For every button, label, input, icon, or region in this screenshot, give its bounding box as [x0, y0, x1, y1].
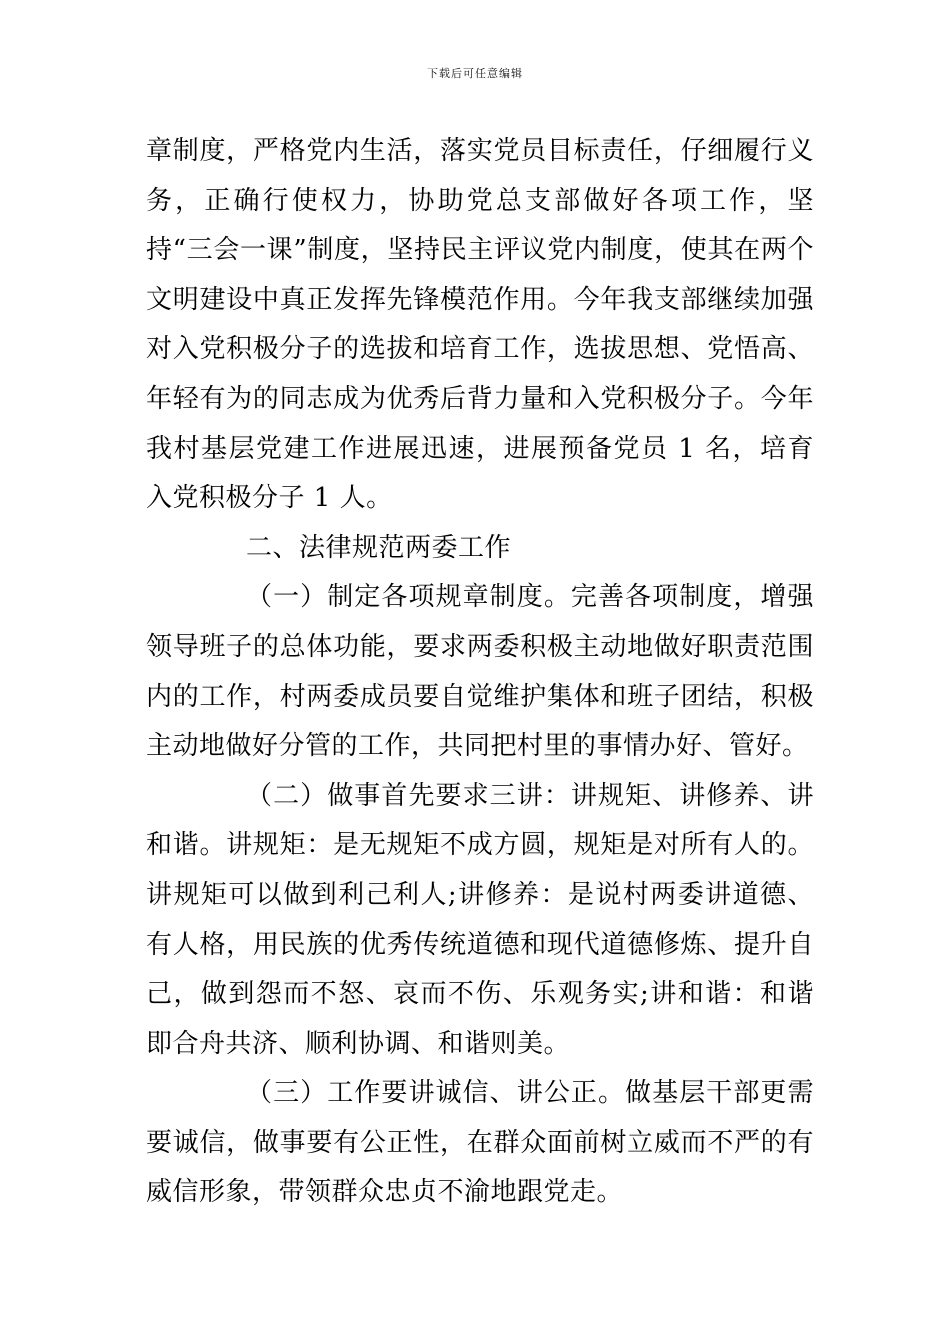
paragraph-continuation: 章制度，严格党内生活，落实党员目标责任，仔细履行义务，正确行使权力，协助党总支部做好各项工作，坚持“三会一课”制度，坚持民主评议党内制度，使其在两个文明建设中真正发挥先锋模范作用。今年我支部继续加强对入党积极分子的选拔和培育工作，选拔思想、党悟高、年轻有为的同志成为优秀后背力量和入党积极分子。今年我村基层党建工作进展迅速，进展预备党员 1 名，培育入党积极分子 1 人。	[146, 136, 814, 514]
paragraph-item-1: （一）制定各项规章制度。完善各项制度，增强领导班子的总体功能，要求两委积极主动地做好职责范围内的工作，村两委成员要自觉维护集体和班子团结，积极主动地做好分管的工作，共同把村里的事情办好、管好。	[146, 582, 814, 762]
section-heading: 二、法律规范两委工作	[246, 532, 512, 563]
page-header: 下载后可任意编辑	[427, 67, 523, 80]
paragraph-item-2: （二）做事首先要求三讲：讲规矩、讲修养、讲和谐。讲规矩：是无规矩不成方圆，规矩是对所有人的。讲规矩可以做到利己利人;讲修养：是说村两委讲道德、有人格，用民族的优秀传统道德和现代道德修炼、提升自己，做到怨而不怒、哀而不伤、乐观务实;讲和谐：和谐即合舟共济、顺利协调、和谐则美。	[146, 780, 814, 1059]
document-body	[146, 127, 814, 1218]
paragraph-item-3: （三）工作要讲诚信、讲公正。做基层干部更需要诚信，做事要有公正性，在群众面前树立威而不严的有威信形象，带领群众忠贞不渝地跟党走。	[146, 1078, 814, 1208]
